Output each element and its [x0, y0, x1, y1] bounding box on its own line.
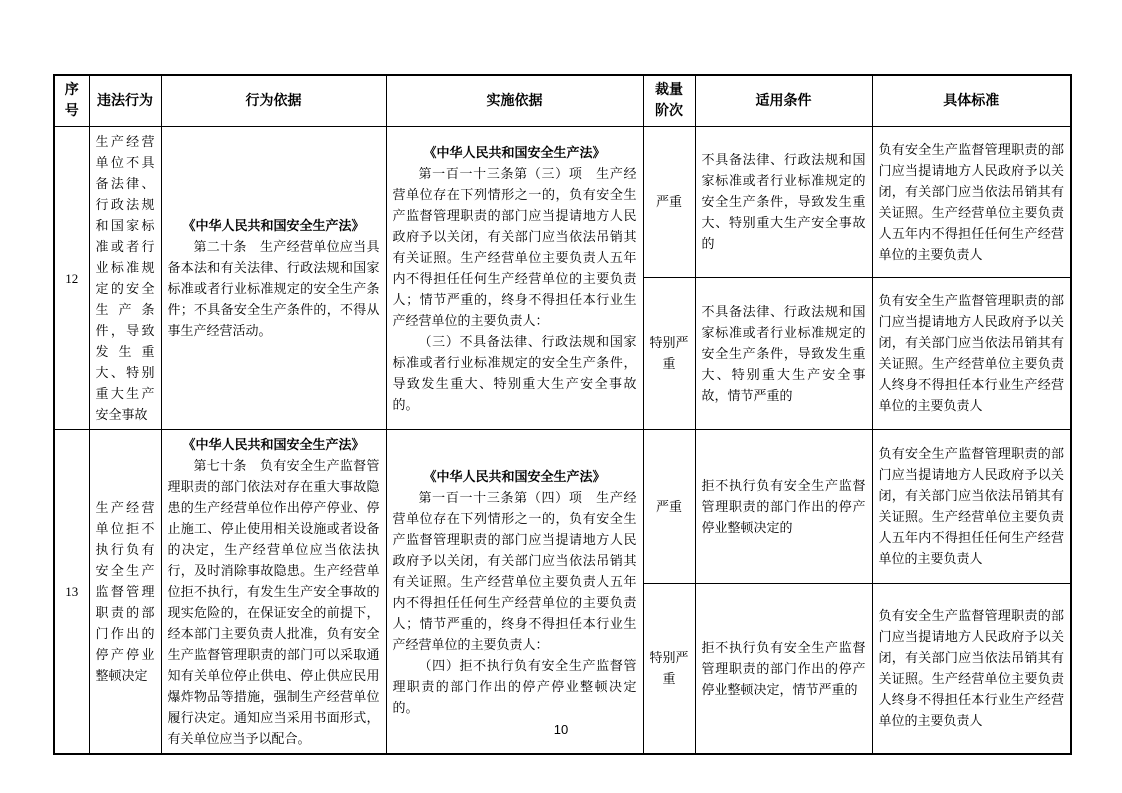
- row12-behavior-basis-block: [168, 215, 380, 341]
- row13-tier1-level: 严重: [643, 430, 695, 584]
- row12-tier1-level: 严重: [643, 127, 695, 278]
- row12-tier2-condition: [695, 277, 872, 429]
- header-violation: 违法行为: [89, 75, 161, 127]
- law-paragraph: 第一百一十三条第（四）项 生产经营单位存在下列情形之一的，负有安全生产监督管理职责的部门应当提请地方人民政府予以关闭，有关部门应当依法吊销其有关证照。生产经营单位主要负责人五年内不得担任任何生产经营单位的主要负责人；情节严重的，终身不得担任本行业生产经营单位的主要负责人：: [392, 489, 637, 652]
- row13-violation-text: 生产经营单位拒不执行负有安全生产监督管理职责的部门作出的停产停业整顿决定: [95, 500, 155, 683]
- row13-behavior-basis: [161, 430, 386, 755]
- law-paragraph: 第一百一十三条第（三）项 生产经营单位存在下列情形之一的，负有安全生产监督管理职责的部门应当提请地方人民政府予以关闭，有关部门应当依法吊销其有关证照。生产经营单位主要负责人五年内不得担任任何生产经营单位的主要负责人；情节严重的，终身不得担任本行业生产经营单位的主要负责人：: [392, 165, 637, 328]
- row13-tier2-level: 特别严重: [643, 583, 695, 754]
- header-implementation-basis: 实施依据: [386, 75, 643, 127]
- header-behavior-basis: 行为依据: [161, 75, 386, 127]
- header-row: [54, 75, 1071, 127]
- row13-tier1-standard: [872, 430, 1071, 584]
- header-applicable-conditions: 适用条件: [695, 75, 872, 127]
- header-index: 序号: [54, 75, 89, 127]
- law-title: 《中华人民共和国安全生产法》: [423, 468, 606, 484]
- row13-implementation-basis-block: [393, 466, 637, 718]
- row12-implementation-basis: [386, 127, 643, 430]
- standard-text: 负有安全生产监督管理职责的部门应当提请地方人民政府予以关闭，有关部门应当依法吊销其有关证照。生产经营单位主要负责人终身不得担任本行业生产经营单位的主要负责人: [878, 293, 1064, 414]
- law-title: 《中华人民共和国安全生产法》: [182, 218, 365, 233]
- row12-implementation-basis-block: [393, 142, 637, 415]
- condition-text: 不具备法律、行政法规和国家标准或者行业标准规定的安全生产条件，导致发生重大、特别重大生产安全事故，情节严重的: [701, 303, 866, 403]
- standard-text: 负有安全生产监督管理职责的部门应当提请地方人民政府予以关闭，有关部门应当依法吊销其有关证照。生产经营单位主要负责人五年内不得担任任何生产经营单位的主要负责人: [878, 446, 1064, 567]
- table-row: [54, 127, 1071, 278]
- standard-text: 负有安全生产监督管理职责的部门应当提请地方人民政府予以关闭，有关部门应当依法吊销其有关证照。生产经营单位主要负责人终身不得担任本行业生产经营单位的主要负责人: [878, 608, 1064, 729]
- header-discretion-level: 裁量阶次: [643, 75, 695, 127]
- law-paragraph: （四）拒不执行负有安全生产监督管理职责的部门作出的停产停业整顿决定的。: [392, 657, 637, 715]
- row12-tier1-standard: [872, 127, 1071, 278]
- row12-tier1-condition: [695, 127, 872, 278]
- row13-implementation-basis: [386, 430, 643, 755]
- row13-index: 13: [54, 430, 89, 755]
- law-paragraph: （三）不具备法律、行政法规和国家标准或者行业标准规定的安全生产条件，导致发生重大、特别重大生产安全事故的。: [392, 333, 637, 412]
- law-paragraph: 第二十条 生产经营单位应当具备本法和有关法律、行政法规和国家标准或者行业标准规定的安全生产条件；不具备安全生产条件的，不得从事生产经营活动。: [167, 239, 380, 338]
- page-number: 10: [553, 722, 569, 737]
- law-title: 《中华人民共和国安全生产法》: [182, 437, 365, 452]
- row12-behavior-basis: [161, 127, 386, 430]
- row12-tier2-standard: [872, 277, 1071, 429]
- row12-tier2-level: 特别严重: [643, 277, 695, 429]
- row12-violation-text: 生产经营单位不具备法律、行政法规和国家标准或者行业标准规定的安全生产条件，导致发生重大、特别重大生产安全事故: [95, 134, 155, 422]
- row12-violation: [89, 127, 161, 430]
- header-specific-standards: 具体标准: [872, 75, 1071, 127]
- row12-index: 12: [54, 127, 89, 430]
- standard-text: 负有安全生产监督管理职责的部门应当提请地方人民政府予以关闭，有关部门应当依法吊销其有关证照。生产经营单位主要负责人五年内不得担任任何生产经营单位的主要负责人: [878, 141, 1064, 262]
- law-paragraph: 第七十条 负有安全生产监督管理职责的部门依法对存在重大事故隐患的生产经营单位作出停产停业、停止施工、停止使用相关设施或者设备的决定，生产经营单位应当依法执行，及时消除事故隐患。生产经营单位拒不执行，有发生生产安全事故的现实危险的，在保证安全的前提下，经本部门主要负责人批准，负有安全生产监督管理职责的部门可以采取通知有关单位停止供电、停止供应民用爆炸物品等措施，强制生产经营单位履行决定。通知应当采用书面形式，有关单位应当予以配合。: [167, 458, 380, 746]
- discretion-standards-table: [53, 74, 1072, 755]
- table-row: [54, 430, 1071, 584]
- condition-text: 拒不执行负有安全生产监督管理职责的部门作出的停产停业整顿决定的: [701, 477, 866, 535]
- condition-text: 拒不执行负有安全生产监督管理职责的部门作出的停产停业整顿决定，情节严重的: [701, 639, 866, 697]
- condition-text: 不具备法律、行政法规和国家标准或者行业标准规定的安全生产条件，导致发生重大、特别重大生产安全事故的: [701, 152, 866, 252]
- row13-violation: [89, 430, 161, 755]
- row13-behavior-basis-block: [168, 434, 380, 749]
- row13-tier1-condition: [695, 430, 872, 584]
- law-title: 《中华人民共和国安全生产法》: [423, 144, 606, 160]
